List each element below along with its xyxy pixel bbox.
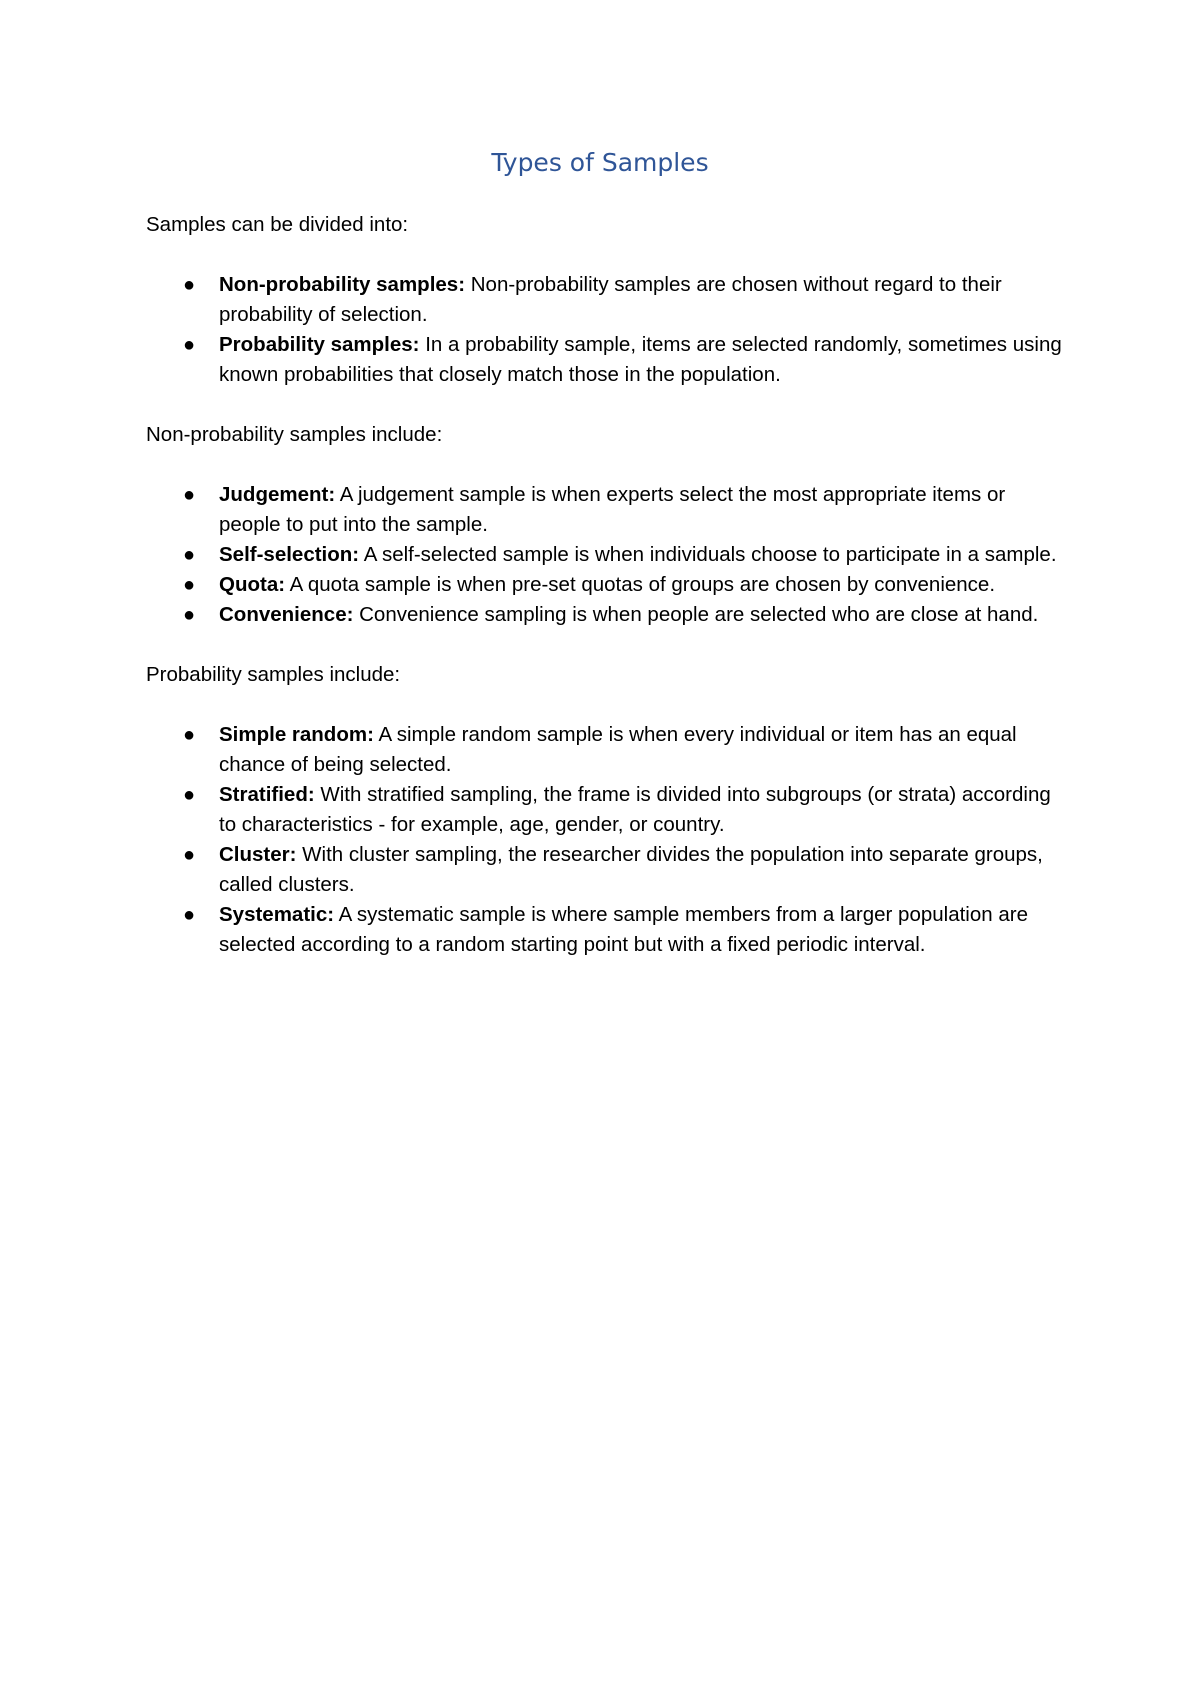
item-term: Convenience: (219, 603, 354, 626)
item-term: Quota: (219, 573, 286, 596)
bullet-icon: ● (182, 574, 196, 596)
bullet-icon: ● (182, 904, 196, 926)
list-item (146, 480, 1066, 540)
bullet-icon: ● (182, 484, 196, 506)
nonprob-heading: Non-probability samples include: (146, 423, 443, 446)
list-item (146, 600, 1066, 630)
item-text: Convenience sampling is when people are selected who are close at hand. (359, 603, 1039, 626)
item-term: Self-selection: (219, 543, 360, 566)
item-text: A self-selected sample is when individuals choose to participate in a sample. (363, 543, 1057, 566)
prob-list (146, 720, 1066, 960)
page-title: Types of Samples (491, 148, 709, 177)
bullet-icon: ● (182, 334, 196, 356)
item-term: Cluster: (219, 843, 297, 866)
sample-types-list (146, 270, 1066, 390)
bullet-icon: ● (182, 844, 196, 866)
nonprob-list (146, 480, 1066, 630)
item-text: A simple random sample is when every individual or item has an equal chance of being selected. (219, 723, 1017, 776)
bullet-icon: ● (182, 724, 196, 746)
list-item (146, 540, 1066, 570)
bullet-icon: ● (182, 784, 196, 806)
item-text: A judgement sample is when experts select the most appropriate items or people to put into the sample. (219, 483, 1006, 536)
item-text: Non-probability samples are chosen without regard to their probability of selection. (219, 273, 1002, 326)
list-item (146, 840, 1066, 900)
item-text: A quota sample is when pre-set quotas of groups are chosen by convenience. (289, 573, 996, 596)
list-item (146, 900, 1066, 960)
document-body (146, 210, 1066, 990)
item-text: With cluster sampling, the researcher divides the population into separate groups, called clusters. (219, 843, 1043, 896)
item-text: In a probability sample, items are selected randomly, sometimes using known probabilities that closely match those in the population. (219, 333, 1062, 386)
intro-paragraph: Samples can be divided into: (146, 213, 409, 236)
list-item (146, 270, 1066, 330)
item-term: Judgement: (219, 483, 336, 506)
item-term: Probability samples: (219, 333, 420, 356)
list-item (146, 330, 1066, 390)
item-term: Simple random: (219, 723, 374, 746)
prob-heading: Probability samples include: (146, 663, 401, 686)
list-item (146, 780, 1066, 840)
item-term: Systematic: (219, 903, 335, 926)
bullet-icon: ● (182, 544, 196, 566)
item-text: A systematic sample is where sample members from a larger population are selected according to a random starting point but with a fixed periodic interval. (219, 903, 1028, 956)
list-item (146, 720, 1066, 780)
list-item (146, 570, 1066, 600)
bullet-icon: ● (182, 604, 196, 626)
item-term: Non-probability samples: (219, 273, 466, 296)
item-text: With stratified sampling, the frame is divided into subgroups (or strata) according to characteristics - for example, age, gender, or country. (219, 783, 1051, 836)
item-term: Stratified: (219, 783, 315, 806)
bullet-icon: ● (182, 274, 196, 296)
